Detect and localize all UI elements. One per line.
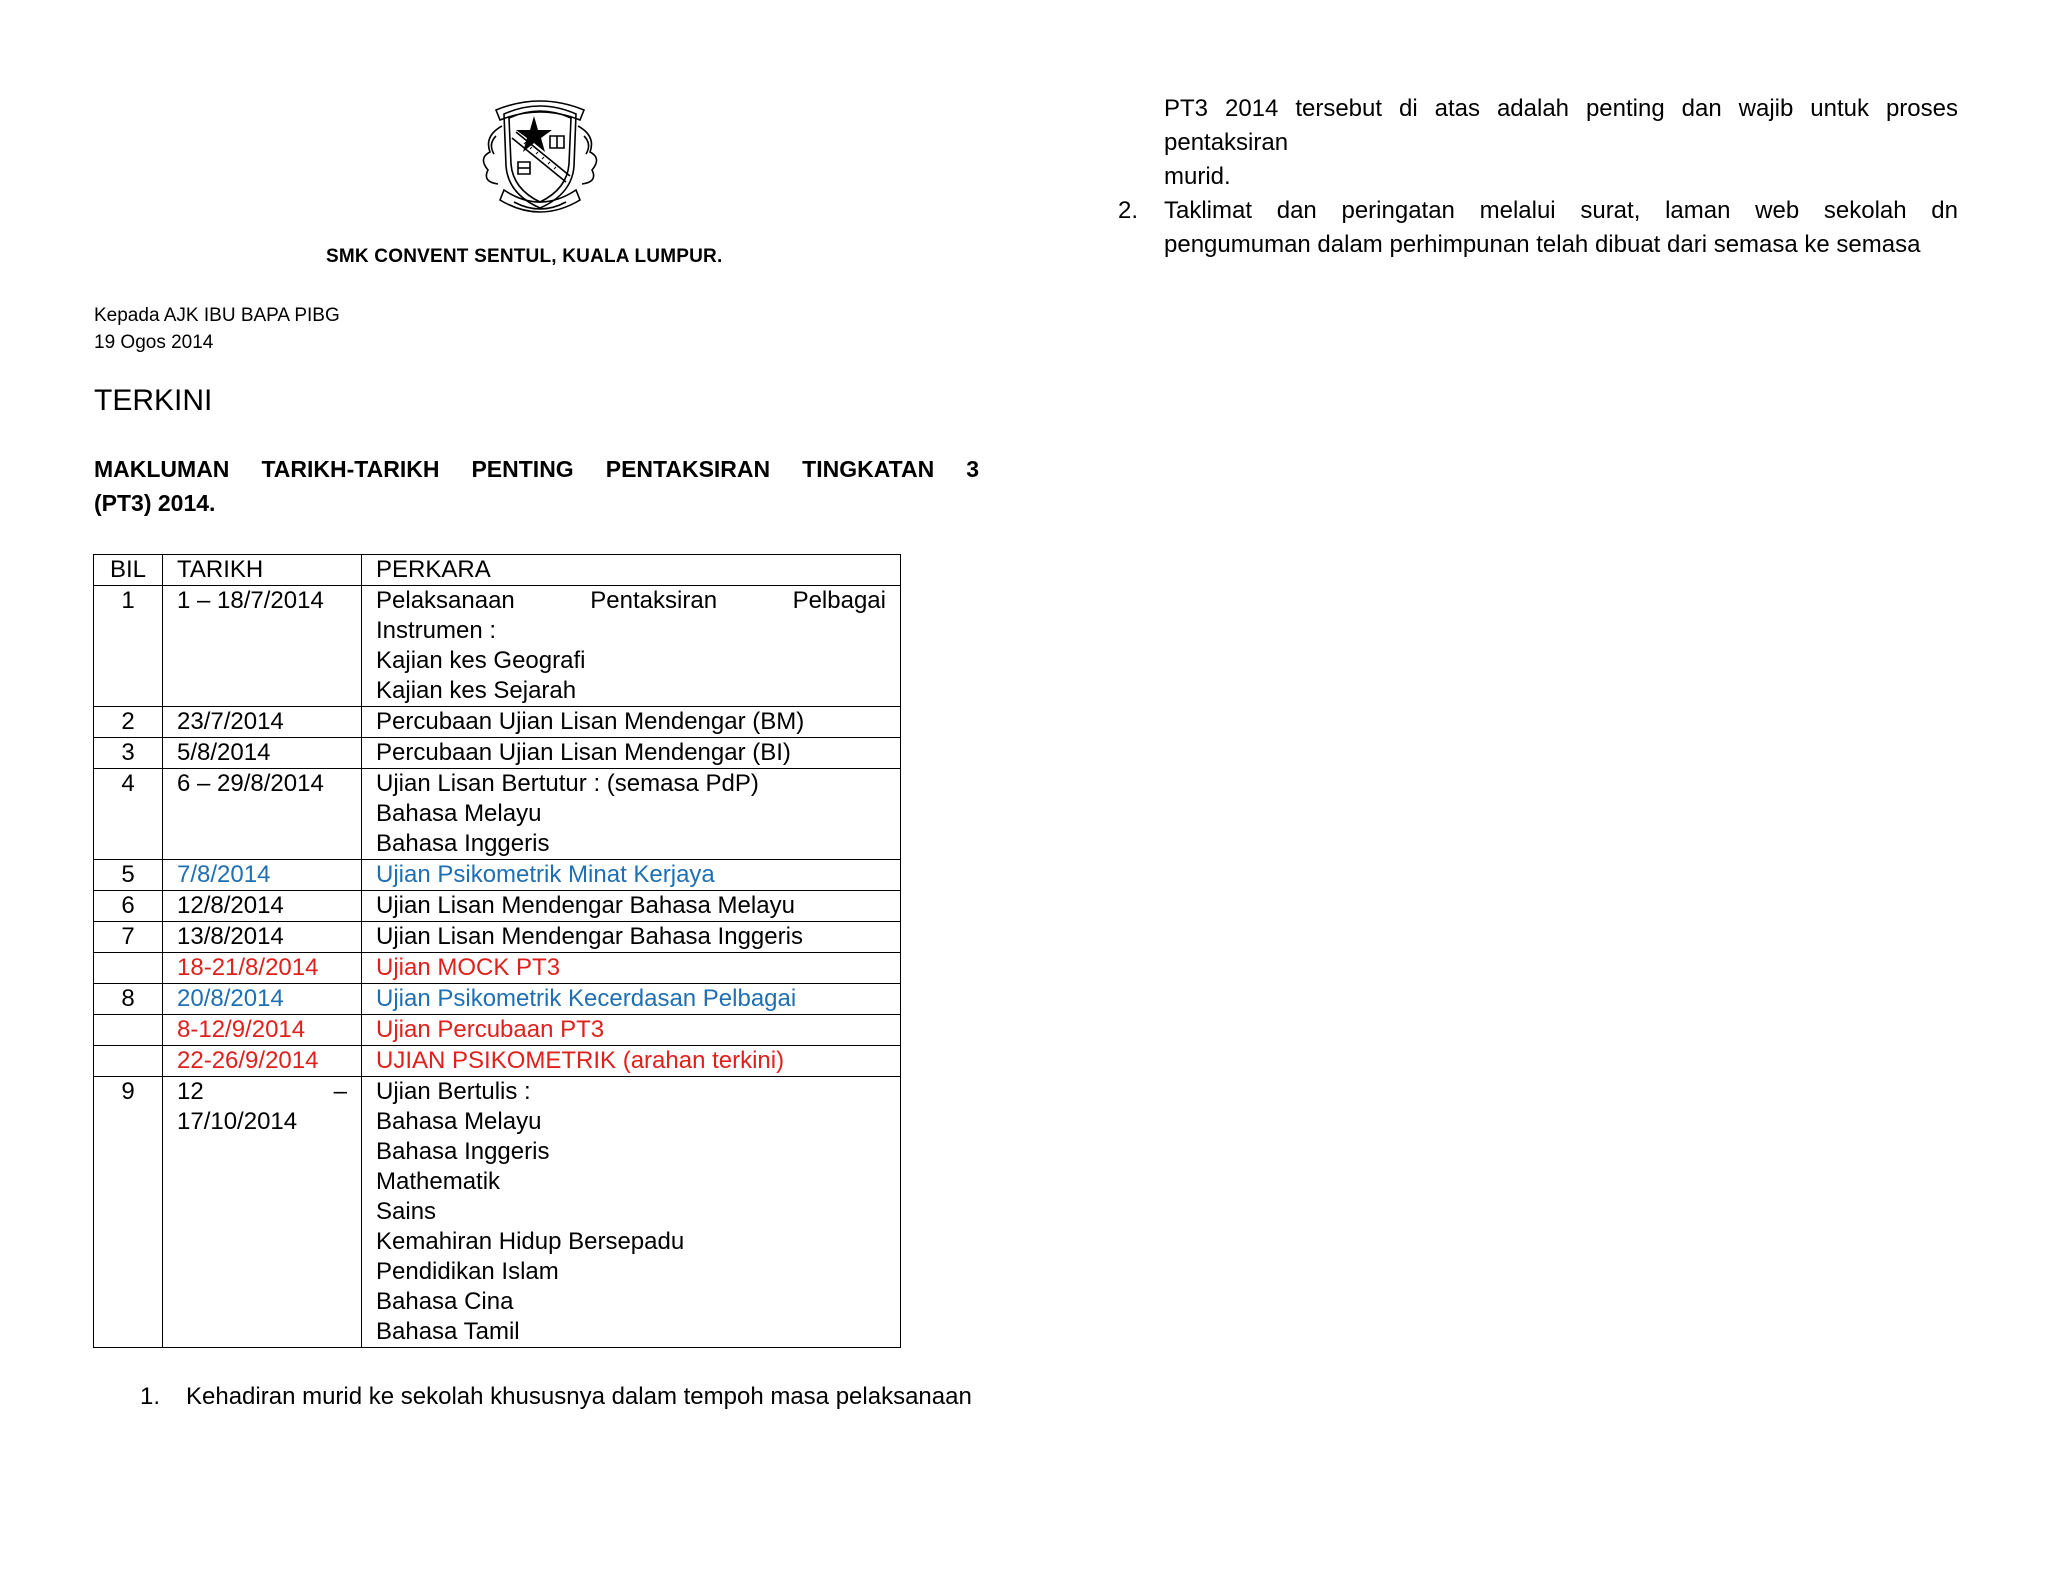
cell-perkara: Ujian Psikometrik Kecerdasan Pelbagai bbox=[362, 984, 901, 1015]
table-row bbox=[94, 922, 901, 953]
heading-line-2: (PT3) 2014. bbox=[94, 490, 216, 516]
table-row bbox=[94, 1046, 901, 1077]
cell-bil: 4 bbox=[94, 769, 163, 860]
table-row bbox=[94, 891, 901, 922]
perkara-word: Pelaksanaan bbox=[376, 587, 515, 614]
cell-bil: 5 bbox=[94, 860, 163, 891]
perkara-line: Kajian kes Geografi bbox=[376, 647, 586, 674]
perkara-line: Kemahiran Hidup Bersepadu bbox=[376, 1228, 685, 1255]
perkara-line: Mathematik bbox=[376, 1168, 501, 1195]
cell-bil: 7 bbox=[94, 922, 163, 953]
note-item-2 bbox=[1118, 194, 1958, 262]
cell-tarikh: 6 – 29/8/2014 bbox=[163, 769, 362, 860]
table-row bbox=[94, 738, 901, 769]
cell-bil bbox=[94, 953, 163, 984]
section-title: TERKINI bbox=[94, 384, 213, 417]
perkara-line: Bahasa Melayu bbox=[376, 1108, 542, 1135]
school-name: SMK CONVENT SENTUL, KUALA LUMPUR. bbox=[326, 246, 723, 267]
recipient-to: Kepada AJK IBU BAPA PIBG bbox=[94, 305, 340, 326]
cell-tarikh bbox=[163, 1077, 362, 1348]
heading-line-1: MAKLUMAN TARIKH-TARIKH PENTING PENTAKSIRAN TINGKATAN 3 bbox=[94, 456, 979, 482]
cell-perkara: Ujian Psikometrik Minat Kerjaya bbox=[362, 860, 901, 891]
cell-perkara bbox=[362, 1077, 901, 1348]
tarikh-justified-line bbox=[177, 1077, 347, 1107]
perkara-line: Kajian kes Sejarah bbox=[376, 677, 577, 704]
table-row bbox=[94, 769, 901, 860]
tarikh-dash: – bbox=[333, 1078, 347, 1105]
continuation-line: PT3 2014 tersebut di atas adalah penting dan wajib untuk proses bbox=[1164, 95, 1958, 122]
tarikh-start: 12 bbox=[177, 1078, 204, 1105]
table-row bbox=[94, 707, 901, 738]
continuation-line: pentaksiran bbox=[1164, 129, 1289, 156]
recipient-block bbox=[94, 302, 340, 356]
cell-tarikh: 20/8/2014 bbox=[163, 984, 362, 1015]
cell-perkara bbox=[362, 586, 901, 707]
header-tarikh: TARIKH bbox=[163, 555, 362, 586]
note-continuation bbox=[1164, 92, 1958, 194]
perkara-justified-line bbox=[376, 586, 886, 616]
cell-perkara: UJIAN PSIKOMETRIK (arahan terkini) bbox=[362, 1046, 901, 1077]
cell-tarikh: 22-26/9/2014 bbox=[163, 1046, 362, 1077]
note-text: Taklimat dan peringatan melalui surat, laman web sekolah dn pengumuman dalam perhimpunan telah dibuat dari semasa ke semasa bbox=[1164, 197, 1958, 258]
tarikh-end: 17/10/2014 bbox=[177, 1108, 298, 1135]
cell-bil: 8 bbox=[94, 984, 163, 1015]
cell-tarikh: 7/8/2014 bbox=[163, 860, 362, 891]
continuation-line: murid. bbox=[1164, 163, 1231, 190]
schedule-table bbox=[93, 554, 901, 1348]
perkara-line: Ujian Lisan Bertutur : (semasa PdP) bbox=[376, 770, 759, 797]
cell-tarikh: 1 – 18/7/2014 bbox=[163, 586, 362, 707]
cell-tarikh: 8-12/9/2014 bbox=[163, 1015, 362, 1046]
cell-tarikh: 13/8/2014 bbox=[163, 922, 362, 953]
perkara-line: Pendidikan Islam bbox=[376, 1258, 559, 1285]
cell-tarikh: 18-21/8/2014 bbox=[163, 953, 362, 984]
perkara-word: Pentaksiran bbox=[590, 587, 718, 614]
table-row bbox=[94, 953, 901, 984]
cell-bil: 9 bbox=[94, 1077, 163, 1348]
cell-perkara: Percubaan Ujian Lisan Mendengar (BI) bbox=[362, 738, 901, 769]
note-number: 1. bbox=[140, 1383, 161, 1410]
table-row bbox=[94, 1015, 901, 1046]
perkara-line: Bahasa Cina bbox=[376, 1288, 514, 1315]
header-bil: BIL bbox=[94, 555, 163, 586]
cell-bil bbox=[94, 1015, 163, 1046]
table-header-row bbox=[94, 555, 901, 586]
cell-bil: 2 bbox=[94, 707, 163, 738]
cell-bil: 1 bbox=[94, 586, 163, 707]
document-heading bbox=[94, 452, 979, 520]
table-row bbox=[94, 984, 901, 1015]
perkara-line: Bahasa Tamil bbox=[376, 1318, 520, 1345]
perkara-line: Bahasa Inggeris bbox=[376, 1138, 550, 1165]
note-text: Kehadiran murid ke sekolah khususnya dalam tempoh masa pelaksanaan bbox=[186, 1383, 972, 1410]
note-item-1 bbox=[140, 1380, 978, 1414]
table-row bbox=[94, 1077, 901, 1348]
cell-perkara: Ujian Percubaan PT3 bbox=[362, 1015, 901, 1046]
cell-perkara: Percubaan Ujian Lisan Mendengar (BM) bbox=[362, 707, 901, 738]
right-column bbox=[1118, 92, 1958, 262]
cell-perkara: Ujian Lisan Mendengar Bahasa Inggeris bbox=[362, 922, 901, 953]
school-crest-icon bbox=[474, 96, 606, 216]
cell-perkara bbox=[362, 769, 901, 860]
perkara-line: Instrumen : bbox=[376, 617, 497, 644]
cell-bil: 3 bbox=[94, 738, 163, 769]
perkara-word: Pelbagai bbox=[792, 587, 886, 614]
cell-bil bbox=[94, 1046, 163, 1077]
cell-perkara: Ujian MOCK PT3 bbox=[362, 953, 901, 984]
cell-tarikh: 23/7/2014 bbox=[163, 707, 362, 738]
table-row bbox=[94, 586, 901, 707]
table-row bbox=[94, 860, 901, 891]
perkara-line: Sains bbox=[376, 1198, 437, 1225]
cell-tarikh: 5/8/2014 bbox=[163, 738, 362, 769]
header-perkara: PERKARA bbox=[362, 555, 901, 586]
cell-perkara: Ujian Lisan Mendengar Bahasa Melayu bbox=[362, 891, 901, 922]
perkara-line: Bahasa Inggeris bbox=[376, 830, 550, 857]
note-number: 2. bbox=[1118, 197, 1139, 224]
cell-bil: 6 bbox=[94, 891, 163, 922]
perkara-line: Ujian Bertulis : bbox=[376, 1078, 531, 1105]
cell-tarikh: 12/8/2014 bbox=[163, 891, 362, 922]
letter-date: 19 Ogos 2014 bbox=[94, 332, 214, 353]
perkara-line: Bahasa Melayu bbox=[376, 800, 542, 827]
